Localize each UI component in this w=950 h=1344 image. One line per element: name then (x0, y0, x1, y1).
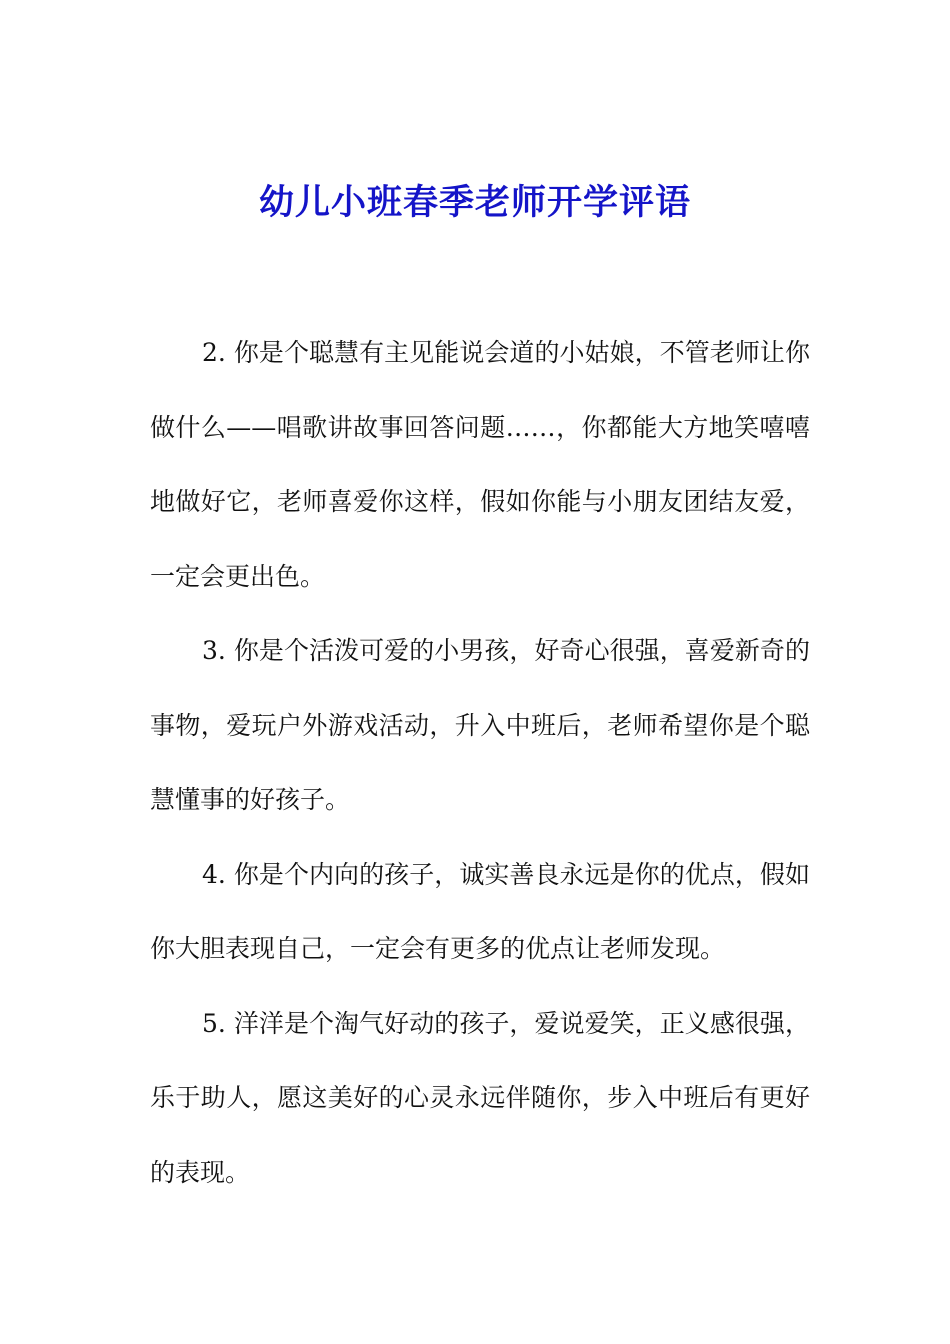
paragraph-3: 3. 你是个活泼可爱的小男孩，好奇心很强，喜爱新奇的事物，爱玩户外游戏活动，升入中班后，老师希望你是个聪慧懂事的好孩子。 (150, 636, 810, 814)
paragraph-2: 2. 你是个聪慧有主见能说会道的小姑娘，不管老师让你做什么——唱歌讲故事回答问题……，你都能大方地笑嘻嘻地做好它，老师喜爱你这样，假如你能与小朋友团结友爱，一定会更出色。 (150, 338, 810, 591)
paragraph-4: 4. 你是个内向的孩子，诚实善良永远是你的优点，假如你大胆表现自己，一定会有更多的优点让老师发现。 (150, 859, 810, 963)
document-title: 幼儿小班春季老师开学评语 (258, 183, 691, 223)
document-body (150, 316, 810, 1210)
paragraph-5: 5. 洋洋是个淘气好动的孩子，爱说爱笑，正义感很强，乐于助人，愿这美好的心灵永远伴随你，步入中班后有更好的表现。 (150, 1008, 810, 1187)
